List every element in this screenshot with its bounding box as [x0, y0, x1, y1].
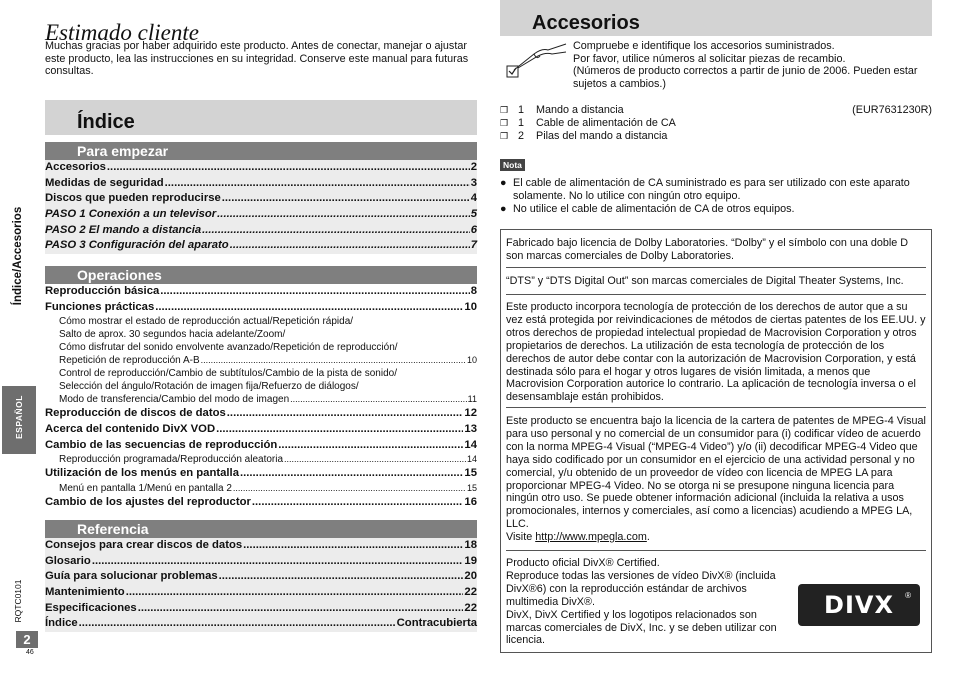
greeting-title: Estimado cliente — [45, 20, 199, 45]
index-entry[interactable]: PASO 1 Conexión a un televisor ..... 5 — [45, 207, 477, 223]
language-tab — [2, 386, 36, 454]
legal-notices-box — [500, 229, 932, 653]
checkbox-icon: ❒ — [500, 131, 509, 141]
macrovision-notice: Este producto incorpora tecnología de protección de los derechos de autor que a su vez está protegida por reivindicaciones de métodos de ciertas patentes de los EE.UU. y otros derechos de propiedad intelectual propiedad de Macrovision Corporation y otros propietarios de derechos. La utilización de esta tecnología de protección de los derechos de autor debe contar con la autorización de Macrovision Corporation, y está destinada sólo para el hogar y otros lugares de visión limitada, a menos que Macrovision Corporation autorice lo contrario. La aplicación de tecnología inversa o el desensamblaje están prohibidos. — [506, 301, 926, 404]
section-heading: Operaciones — [45, 266, 477, 284]
divider — [506, 407, 926, 408]
index-entry[interactable]: Especificaciones ..... 22 — [45, 601, 477, 617]
note-item: ● No utilice el cable de alimentación de CA de otros equipos. — [500, 203, 795, 216]
document-code: RQTC0101 — [13, 579, 23, 623]
index-subentry[interactable]: Repetición de reproducción A-B ..... 10 — [45, 354, 477, 367]
index-entry[interactable]: Cambio de las secuencias de reproducción ..... 14 — [45, 438, 477, 454]
divx-logo: DIVX ® — [798, 584, 920, 626]
index-entry[interactable]: Consejos para crear discos de datos ..... 18 — [45, 538, 477, 554]
accessory-item: ❒ 1 Cable de alimentación de CA — [500, 117, 676, 129]
index-section-operations — [45, 266, 477, 511]
side-tab: Índice/Accesorios ESPAÑOL RQTC0101 2 46 — [0, 0, 40, 673]
dts-notice: “DTS” y “DTS Digital Out” son marcas comerciales de Digital Theater Systems, Inc. — [506, 275, 904, 287]
index-entry[interactable]: Accesorios ..... 2 — [45, 160, 477, 176]
accessory-item: ❒ 2 Pilas del mando a distancia — [500, 130, 668, 142]
page-number: 2 — [16, 631, 38, 648]
index-entry[interactable]: Guía para solucionar problemas ..... 20 — [45, 569, 477, 585]
section-heading: Referencia — [45, 520, 477, 538]
bullet-icon: ● — [500, 203, 507, 216]
index-entry[interactable]: Discos que pueden reproducirse ..... 4 — [45, 191, 477, 207]
section-heading: Para empezar — [45, 142, 477, 160]
index-entry[interactable]: Medidas de seguridad ..... 3 — [45, 176, 477, 192]
index-entry[interactable]: Funciones prácticas ..... 10 — [45, 300, 477, 316]
index-subentry: Selección del ángulo/Rotación de imagen fija/Refuerzo de diálogos/ — [59, 381, 359, 393]
checklist-pen-icon — [504, 40, 568, 82]
index-entry[interactable]: Mantenimiento ..... 22 — [45, 585, 477, 601]
note-label: Nota — [500, 159, 525, 171]
index-subentry: Control de reproducción/Cambio de subtítulos/Cambio de la pista de sonido/ — [59, 368, 397, 380]
index-subentry[interactable]: Menú en pantalla 1/Menú en pantalla 2 ..... 15 — [45, 482, 477, 495]
dolby-notice: Fabricado bajo licencia de Dolby Laboratories. “Dolby” y el símbolo con una doble D son marcas comerciales de Dolby Laboratories. — [506, 237, 909, 262]
subpage-number: 46 — [26, 649, 34, 656]
index-subentry: Salto de aprox. 30 segundos hacia adelante/Zoom/ — [59, 329, 286, 341]
mpegla-link[interactable]: http://www.mpegla.com — [535, 531, 647, 544]
accessories-list — [500, 104, 932, 143]
index-section-reference — [45, 520, 477, 632]
mpeg4-notice: Este producto se encuentra bajo la licencia de la cartera de patentes de MPEG-4 Visual para uso personal y no comercial de un consumidor para (i) codificar vídeo de acuerdo con la norma MPEG-4 Visual (“MPEG-4 Video”) y/o (ii) decodificar MPEG-4 Video que haya sido codificado por un consumidor en el ejercicio de una actividad personal y no comercial, y/u obtenido de un proveedor de vídeo con licencia de MPEG LA para proporcionar MPEG-4 Video. No se otorga ni se presupone ninguna licencia para ningún otro uso. Se puede obtener información adicional (incluida la relativa a usos promocionales, internos y comerciales, así como a licencias) acudiendo a MPEG LA, LLC. Visite http://www.mpegla.com. — [506, 415, 926, 544]
index-entry[interactable]: Glosario ..... 19 — [45, 554, 477, 570]
divider — [506, 550, 926, 551]
index-entry[interactable]: Cambio de los ajustes del reproductor ..... 16 — [45, 495, 477, 511]
greeting-body: Muchas gracias por haber adquirido este producto. Antes de conectar, manejar o ajustar este producto, lea las instrucciones en su integridad. Conserve este manual para futuras consultas. — [45, 40, 469, 78]
bullet-icon: ● — [500, 177, 507, 189]
checkbox-icon: ❒ — [500, 105, 509, 115]
index-entry[interactable]: Reproducción básica ..... 8 — [45, 284, 477, 300]
divider — [506, 267, 926, 268]
index-subentry: Cómo mostrar el estado de reproducción actual/Repetición rápida/ — [59, 316, 354, 328]
index-entry[interactable]: PASO 2 El mando a distancia ..... 6 — [45, 223, 477, 239]
index-entry[interactable]: Acerca del contenido DivX VOD ..... 13 — [45, 422, 477, 438]
divider — [506, 294, 926, 295]
index-entry[interactable]: PASO 3 Configuración del aparato ..... 7 — [45, 238, 477, 254]
index-subentry: Cómo disfrutar del sonido envolvente avanzado/Repetición de reproducción/ — [59, 342, 398, 354]
checkbox-icon: ❒ — [500, 118, 509, 128]
notes-list — [500, 177, 932, 217]
accessory-item: ❒ 1 Mando a distancia (EUR7631230R) — [500, 104, 932, 116]
index-section-start — [45, 142, 477, 254]
accessories-intro: Compruebe e identifique los accesorios suministrados. Por favor, utilice números al solicitar piezas de recambio. (Números de producto correctos a partir de junio de 2006. Pueden estar sujetos a cambios.) — [573, 40, 918, 90]
note-item: ● El cable de alimentación de CA suministrado es para ser utilizado con este aparato solamente. No lo utilice con ningún otro equipo. — [500, 177, 910, 202]
index-entry[interactable]: Reproducción de discos de datos ..... 12 — [45, 406, 477, 422]
index-entry[interactable]: Índice ..... Contracubierta — [45, 616, 477, 632]
index-title: Índice — [45, 100, 477, 135]
index-entry[interactable]: Utilización de los menús en pantalla ..... 15 — [45, 466, 477, 482]
divx-notice: Producto oficial DivX® Certified. Reproduce todas las versiones de vídeo DivX® (incluida DivX®6) con la reproducción estándar de archivos multimedia DivX®. DivX, DivX Certified y los logotipos relacionados son marcas comerciales de DivX, Inc. y se deben utilizar con licencia. — [506, 557, 777, 647]
language-label: ESPAÑOL — [14, 395, 24, 439]
index-subentry[interactable]: Reproducción programada/Reproducción aleatoria ..... 14 — [45, 453, 477, 466]
index-subentry[interactable]: Modo de transferencia/Cambio del modo de imagen ..... 11 — [45, 393, 477, 406]
accessories-title: Accesorios — [500, 0, 932, 36]
